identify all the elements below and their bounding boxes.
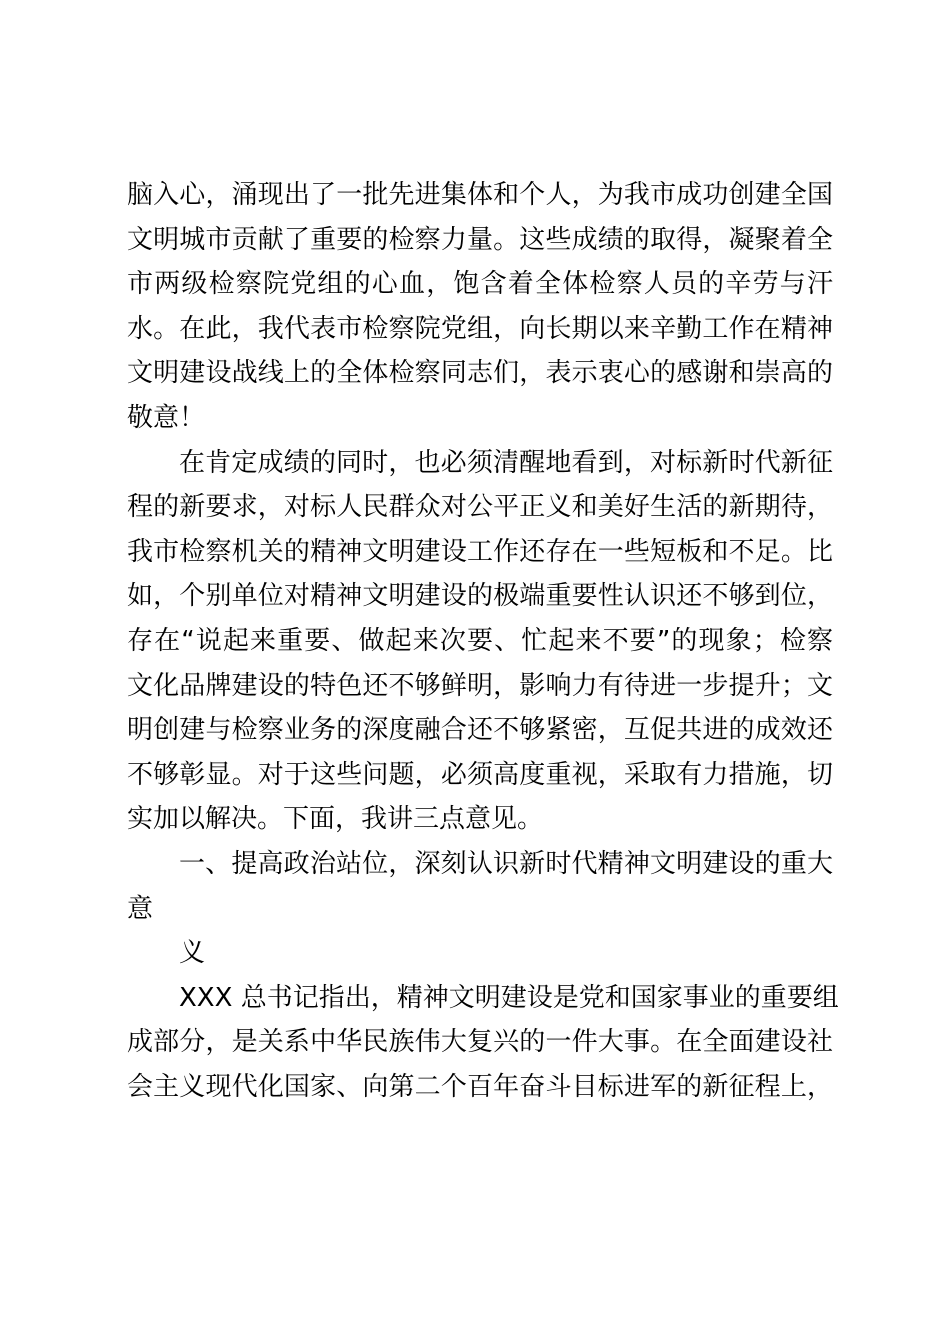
text-line-12: 文化品牌建设的特色还不够鲜明，影响力有待进一步提升；文: [127, 670, 833, 701]
text-line-10: 如，个别单位对精神文明建设的极端重要性认识还不够到位，: [127, 581, 833, 612]
text-line-14: 不够彰显。对于这些问题，必须高度重视，采取有力措施，切: [127, 759, 833, 790]
text-line-5: 文明建设战线上的全体检察同志们，表示衷心的感谢和崇高的: [127, 358, 833, 389]
text-line-20: 成部分，是关系中华民族伟大复兴的一件大事。在全面建设社: [127, 1027, 833, 1058]
text-line-15: 实加以解决。下面，我讲三点意见。: [127, 804, 544, 835]
document-body: [127, 173, 839, 1109]
section-heading-wrap-1: 意: [127, 893, 154, 924]
section-heading-line: 一、提高政治站位，深刻认识新时代精神文明建设的重大: [179, 848, 833, 879]
section-heading-wrap-2: 义: [179, 938, 206, 969]
text-line-8: 程的新要求，对标人民群众对公平正义和美好生活的新期待，: [127, 492, 833, 523]
text-line-6: 敬意！: [127, 402, 206, 433]
text-line-3: 市两级检察院党组的心血，饱含着全体检察人员的辛劳与汗: [127, 269, 833, 300]
text-line-9: 我市检察机关的精神文明建设工作还存在一些短板和不足。比: [127, 536, 833, 567]
text-line-2: 文明城市贡献了重要的检察力量。这些成绩的取得，凝聚着全: [127, 224, 833, 255]
text-line-21: 会主义现代化国家、向第二个百年奋斗目标进军的新征程上，: [127, 1071, 833, 1102]
text-line-4: 水。在此，我代表市检察院党组，向长期以来辛勤工作在精神: [127, 313, 833, 344]
text-line-13: 明创建与检察业务的深度融合还不够紧密，互促共进的成效还: [127, 715, 833, 746]
text-line-19: XXX 总书记指出，精神文明建设是党和国家事业的重要组: [179, 982, 839, 1013]
text-line-7: 在肯定成绩的同时，也必须清醒地看到，对标新时代新征: [179, 447, 833, 478]
text-line-1: 脑入心，涌现出了一批先进集体和个人，为我市成功创建全国: [127, 180, 833, 210]
text-line-11: 存在“说起来重要、做起来次要、忙起来不要”的现象；检察: [127, 625, 833, 656]
